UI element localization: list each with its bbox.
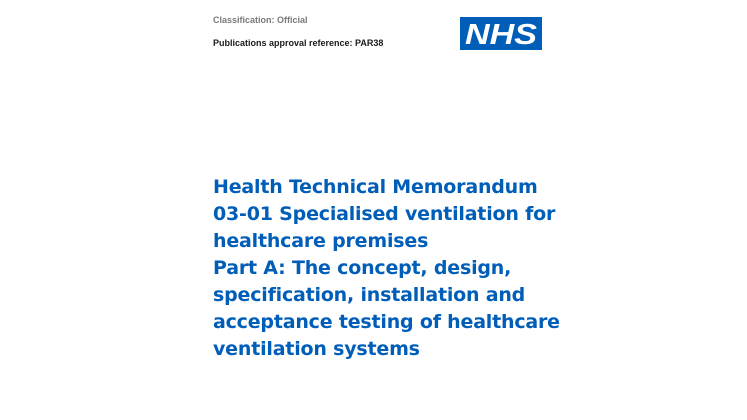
title-line-1: Health Technical Memorandum <box>213 176 538 198</box>
publications-approval-reference: Publications approval reference: PAR38 <box>213 38 384 48</box>
nhs-logo-text: NHS <box>465 19 538 50</box>
title-line-3: healthcare premises <box>213 230 429 252</box>
title-line-7: ventilation systems <box>213 338 420 360</box>
title-line-6: acceptance testing of healthcare <box>213 311 560 333</box>
classification-label: Classification: Official <box>213 15 308 25</box>
title-line-5: specification, installation and <box>213 284 526 306</box>
title-line-2: 03-01 Specialised ventilation for <box>213 203 556 225</box>
title-line-4: Part A: The concept, design, <box>213 257 512 279</box>
document-title <box>213 174 613 363</box>
nhs-logo <box>460 17 542 50</box>
